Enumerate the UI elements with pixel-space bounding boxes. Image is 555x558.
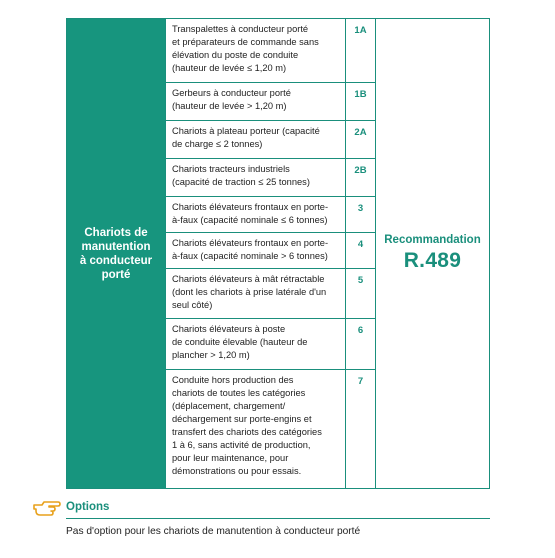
- row-description: Gerbeurs à conducteur porté (hauteur de levée > 1,20 m): [165, 83, 345, 120]
- divider: [66, 518, 490, 519]
- table-row: [165, 319, 375, 370]
- table-row: [165, 19, 375, 83]
- row-code: 5: [345, 269, 375, 318]
- row-code: 7: [345, 370, 375, 488]
- row-code: 4: [345, 233, 375, 268]
- table-row: [165, 370, 375, 488]
- recommendation-label: Recommandation: [384, 234, 481, 246]
- recommendation-cell: [375, 19, 489, 488]
- category-cell: Chariots de manutention à conducteur porté: [67, 19, 165, 488]
- table-row: [165, 197, 375, 233]
- row-description: Transpalettes à conducteur porté et préparateurs de commande sans élévation du poste de conduite (hauteur de levée ≤ 1,20 m): [165, 19, 345, 82]
- row-description: Chariots tracteurs industriels (capacité de traction ≤ 25 tonnes): [165, 159, 345, 196]
- row-description: Chariots élévateurs à mât rétractable (dont les chariots à prise latérale d'un seul côté): [165, 269, 345, 318]
- row-description: Chariots élévateurs frontaux en porte- à-faux (capacité nominale ≤ 6 tonnes): [165, 197, 345, 232]
- options-header: [32, 496, 490, 518]
- row-code: 1A: [345, 19, 375, 82]
- row-description: Chariots à plateau porteur (capacité de charge ≤ 2 tonnes): [165, 121, 345, 158]
- table-row: [165, 83, 375, 121]
- table-row: [165, 121, 375, 159]
- row-code: 6: [345, 319, 375, 369]
- row-code: 3: [345, 197, 375, 232]
- row-code: 2A: [345, 121, 375, 158]
- row-description: Conduite hors production des chariots de toutes les catégories (déplacement, chargement/ déchargement sur porte-engins et transfert des chariots des catégories 1 à 6, sans activité de production, pour leur maintenance, pour démonstrations ou pour essais.: [165, 370, 345, 488]
- table-row: [165, 233, 375, 269]
- row-description: Chariots élévateurs frontaux en porte- à-faux (capacité nominale > 6 tonnes): [165, 233, 345, 268]
- table-row: [165, 159, 375, 197]
- row-code: 2B: [345, 159, 375, 196]
- options-text: Pas d'option pour les chariots de manutention à conducteur porté: [66, 526, 361, 537]
- row-code: 1B: [345, 83, 375, 120]
- category-rows: [165, 19, 375, 488]
- recommendation-value: R.489: [403, 249, 462, 272]
- caces-table: [66, 18, 490, 489]
- options-title: Options: [66, 501, 110, 513]
- pointing-hand-icon: [32, 497, 62, 517]
- row-description: Chariots élévateurs à poste de conduite élevable (hauteur de plancher > 1,20 m): [165, 319, 345, 369]
- table-row: [165, 269, 375, 319]
